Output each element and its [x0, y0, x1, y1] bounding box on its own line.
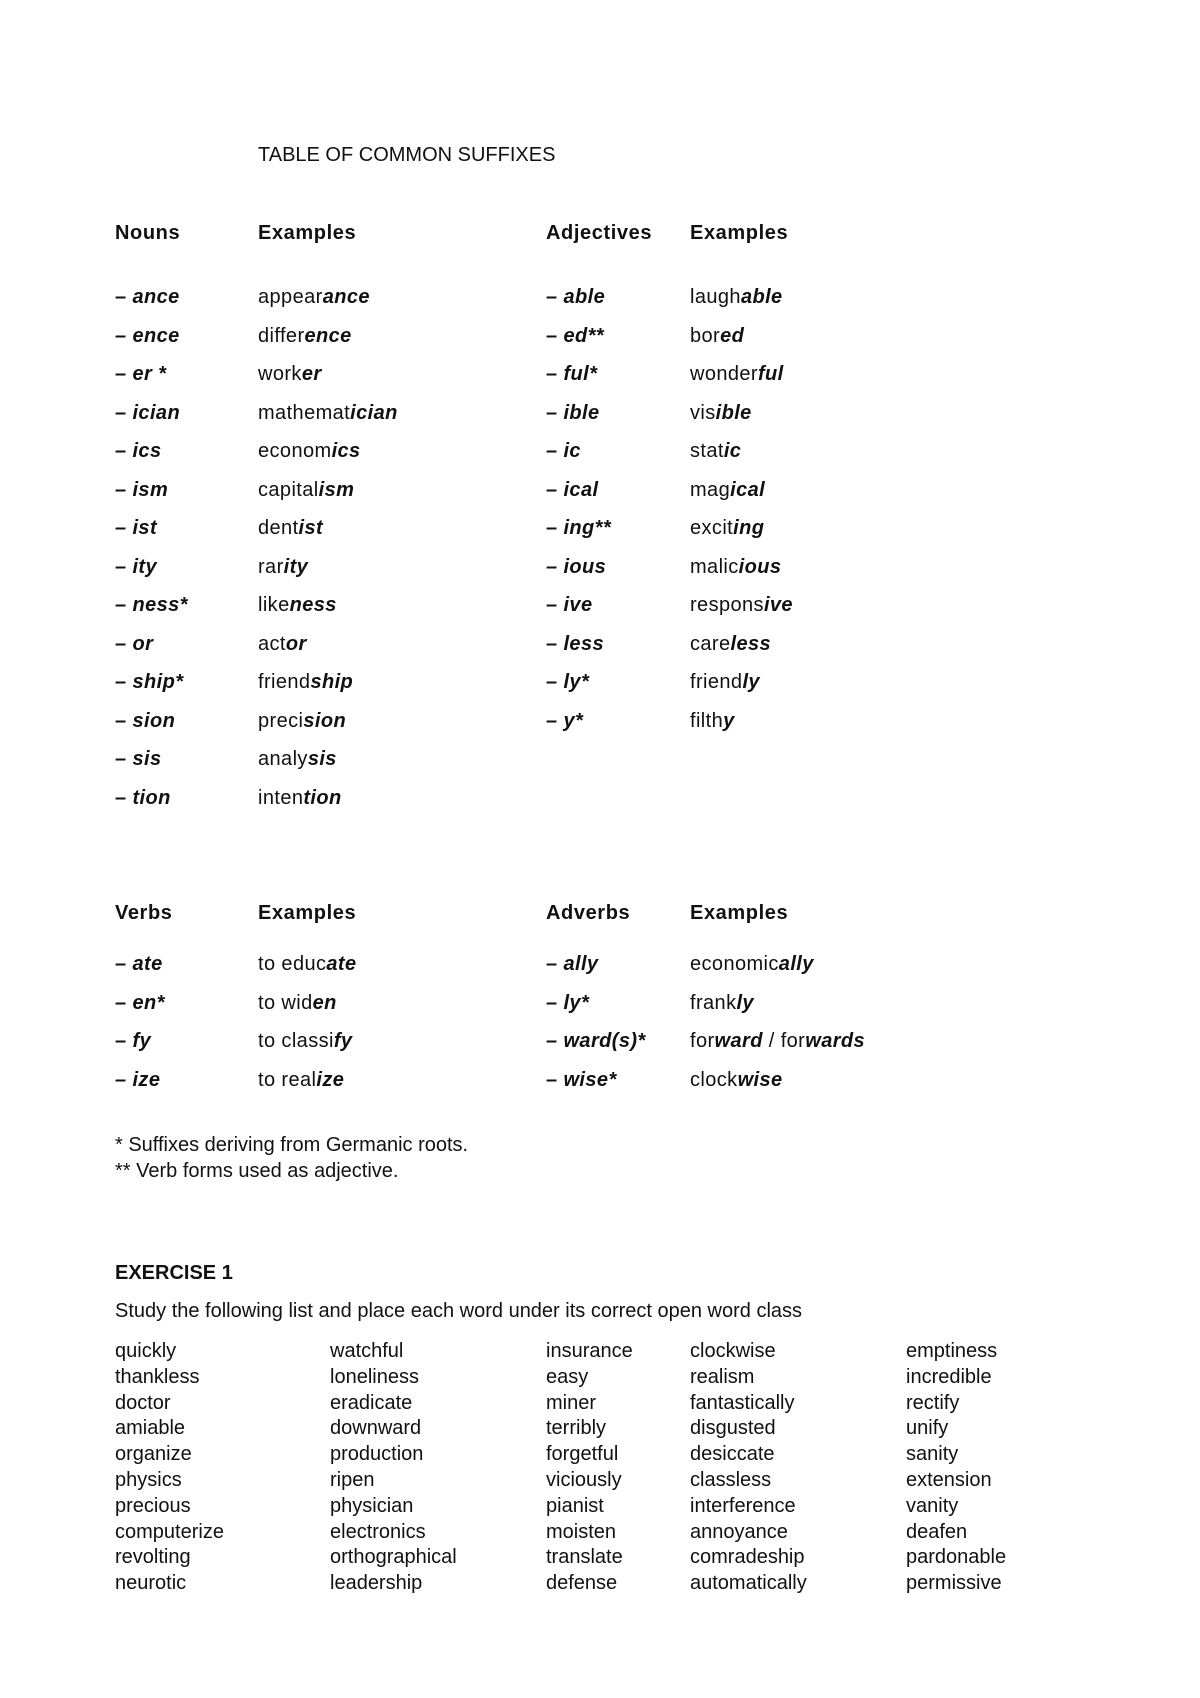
example-stem: work	[258, 363, 302, 385]
example-stem: frank	[690, 991, 737, 1014]
example-suffix: ician	[350, 401, 398, 424]
exercise-word: annoyance	[690, 1520, 788, 1543]
adjectives-example	[690, 363, 784, 386]
verbs-suffix: – ize	[115, 1068, 161, 1091]
example-stem: capital	[258, 478, 319, 501]
example-suffix: ate	[326, 953, 357, 975]
example-suffix: wards	[805, 1030, 866, 1052]
exercise-word: permissive	[906, 1572, 1002, 1595]
exercise-word: loneliness	[330, 1365, 419, 1388]
exercise-word: forgetful	[546, 1443, 619, 1466]
nouns-suffix: – ics	[115, 440, 162, 462]
example-suffix: ize	[316, 1068, 345, 1091]
adverbs-example	[690, 953, 814, 976]
exercise-word: moisten	[546, 1520, 617, 1543]
example-suffix: ly	[736, 991, 754, 1014]
adjectives-suffix: – ive	[546, 594, 593, 616]
exercise-word: leadership	[330, 1572, 423, 1595]
exercise-instruction: Study the following list and place each word under its correct open word class	[115, 1300, 803, 1322]
exercise-word: easy	[546, 1365, 589, 1388]
nouns-example	[258, 787, 342, 810]
exercise-word: miner	[546, 1391, 597, 1414]
example-suffix: ship	[310, 671, 354, 693]
exercise-word: incredible	[906, 1365, 992, 1388]
nouns-suffix: – tion	[115, 786, 171, 809]
nouns-suffix: – ician	[115, 401, 181, 424]
example-suffix: ity	[283, 555, 309, 578]
adjectives-examples-header: Examples	[690, 222, 789, 244]
example-stem: friend	[690, 671, 743, 693]
example-suffix: ism	[318, 478, 355, 501]
exercise-word: extension	[906, 1469, 992, 1491]
adjectives-suffix: – ible	[546, 401, 600, 424]
exercise-word: orthographical	[330, 1546, 457, 1569]
verbs-example	[258, 953, 357, 976]
exercise-word: viciously	[546, 1469, 622, 1491]
example-suffix: less	[730, 632, 772, 655]
example-stem: inten	[258, 786, 304, 809]
example-stem: mathemat	[258, 401, 351, 424]
exercise-word: unify	[906, 1417, 949, 1440]
example-suffix: ic	[723, 440, 742, 462]
example-suffix: ally	[778, 953, 814, 975]
example-stem: econom	[258, 440, 332, 462]
adjectives-example	[690, 440, 741, 463]
example-stem: to educ	[258, 953, 327, 975]
adjectives-example	[690, 556, 781, 579]
exercise-word: terribly	[546, 1417, 607, 1440]
example-suffix: ward	[714, 1030, 763, 1052]
example-suffix: ly	[742, 671, 760, 693]
verbs-example	[258, 992, 337, 1015]
footnote-verb-forms: ** Verb forms used as adjective.	[115, 1160, 399, 1182]
exercise-word: downward	[330, 1417, 422, 1440]
adjectives-suffix: – less	[546, 632, 605, 655]
adjectives-suffix: – ly*	[546, 671, 590, 693]
exercise-word: eradicate	[330, 1391, 413, 1414]
nouns-suffix: – er *	[115, 363, 167, 385]
nouns-suffix: – ence	[115, 324, 180, 347]
example-stem: bor	[690, 324, 721, 347]
adjectives-suffix: – ical	[546, 478, 599, 501]
exercise-word: precious	[115, 1494, 191, 1517]
verbs-suffix: – fy	[115, 1030, 152, 1052]
exercise-word: ripen	[330, 1469, 375, 1491]
exercise-word: electronics	[330, 1520, 426, 1543]
exercise-word: interference	[690, 1494, 796, 1517]
example-stem: laugh	[690, 286, 741, 308]
adjectives-suffix: – ful*	[546, 363, 598, 385]
example-suffix: ence	[304, 324, 352, 347]
adverbs-header: Adverbs	[546, 902, 631, 924]
document-title: TABLE OF COMMON SUFFIXES	[258, 144, 556, 166]
exercise-word: pianist	[546, 1494, 604, 1517]
exercise-word: quickly	[115, 1340, 177, 1362]
exercise-word: physician	[330, 1494, 414, 1517]
nouns-suffix: – ance	[115, 286, 180, 308]
adjectives-suffix: – ed**	[546, 324, 604, 347]
example-stem: act	[258, 632, 286, 655]
nouns-example	[258, 479, 354, 502]
adjectives-suffix: – ing**	[546, 517, 612, 539]
adjectives-suffix: – able	[546, 286, 606, 308]
exercise-word: defense	[546, 1572, 618, 1595]
exercise-word: emptiness	[906, 1340, 998, 1362]
exercise-word: automatically	[690, 1572, 807, 1595]
adverbs-examples-header: Examples	[690, 902, 789, 924]
adjectives-example	[690, 710, 735, 733]
example-suffix: ing	[733, 517, 765, 539]
adverbs-suffix: – wise*	[546, 1068, 617, 1091]
example-stem: analy	[258, 748, 308, 770]
verbs-example	[258, 1069, 344, 1092]
adjectives-example	[690, 286, 783, 309]
example-stem: / for	[762, 1030, 806, 1052]
nouns-example	[258, 325, 352, 348]
adverbs-example	[690, 992, 754, 1015]
adjectives-suffix: – ic	[546, 440, 581, 462]
nouns-example	[258, 748, 337, 771]
example-stem: friend	[258, 671, 311, 693]
example-suffix: ious	[738, 555, 782, 578]
example-stem: filth	[690, 709, 724, 732]
adverbs-suffix: – ward(s)*	[546, 1030, 646, 1052]
nouns-example	[258, 440, 361, 463]
nouns-example	[258, 710, 346, 733]
verbs-header: Verbs	[115, 902, 173, 924]
example-stem: to wid	[258, 991, 313, 1014]
example-suffix: or	[285, 632, 307, 655]
example-suffix: ful	[758, 363, 784, 385]
exercise-word: clockwise	[690, 1340, 776, 1362]
example-suffix: fy	[333, 1030, 353, 1052]
exercise-word: watchful	[330, 1340, 404, 1362]
adjectives-example	[690, 594, 793, 617]
nouns-suffix: – ism	[115, 478, 169, 501]
adverbs-example	[690, 1030, 865, 1053]
example-suffix: ness	[289, 594, 337, 616]
example-suffix: tion	[303, 786, 342, 809]
nouns-example	[258, 402, 398, 425]
adjectives-suffix: – ious	[546, 555, 607, 578]
exercise-word: deafen	[906, 1520, 968, 1543]
example-suffix: ist	[298, 517, 324, 539]
nouns-suffix: – ship*	[115, 671, 184, 693]
exercise-word: thankless	[115, 1365, 200, 1388]
example-suffix: ics	[331, 440, 361, 462]
exercise-word: insurance	[546, 1340, 633, 1362]
example-stem: clock	[690, 1068, 738, 1091]
example-suffix: y	[723, 709, 735, 732]
example-suffix: ical	[730, 478, 766, 501]
adjectives-example	[690, 402, 752, 425]
exercise-word: neurotic	[115, 1572, 187, 1595]
example-stem: care	[690, 632, 731, 655]
nouns-example	[258, 556, 308, 579]
example-suffix: ed	[720, 324, 745, 347]
exercise-word: organize	[115, 1443, 192, 1466]
adverbs-suffix: – ly*	[546, 991, 590, 1014]
nouns-suffix: – ist	[115, 517, 158, 539]
adverbs-suffix: – ally	[546, 953, 599, 975]
example-stem: preci	[258, 709, 304, 732]
example-stem: respons	[690, 594, 764, 616]
exercise-word: disgusted	[690, 1417, 776, 1440]
nouns-suffix: – sis	[115, 748, 162, 770]
example-stem: rar	[258, 555, 284, 578]
example-stem: wonder	[690, 363, 758, 385]
exercise-word: vanity	[906, 1494, 959, 1517]
exercise-word: comradeship	[690, 1546, 805, 1569]
example-suffix: wise	[737, 1068, 783, 1091]
nouns-example	[258, 633, 307, 656]
adjectives-example	[690, 633, 771, 656]
footnote-germanic: * Suffixes deriving from Germanic roots.	[115, 1134, 469, 1156]
exercise-word: rectify	[906, 1391, 960, 1414]
example-stem: mag	[690, 478, 731, 501]
exercise-title: EXERCISE 1	[115, 1262, 233, 1284]
nouns-suffix: – or	[115, 632, 154, 655]
exercise-word: realism	[690, 1365, 755, 1388]
nouns-example	[258, 594, 337, 617]
exercise-word: computerize	[115, 1520, 224, 1543]
adjectives-example	[690, 671, 760, 694]
verbs-suffix: – en*	[115, 991, 165, 1014]
verbs-example	[258, 1030, 352, 1053]
verbs-examples-header: Examples	[258, 902, 357, 924]
example-stem: differ	[258, 324, 305, 347]
example-stem: to real	[258, 1068, 317, 1091]
example-stem: excit	[690, 517, 734, 539]
adjectives-header: Adjectives	[546, 222, 653, 244]
nouns-example	[258, 363, 322, 386]
example-stem: to classi	[258, 1030, 334, 1052]
example-suffix: ance	[322, 286, 370, 308]
exercise-word: fantastically	[690, 1391, 795, 1414]
verbs-suffix: – ate	[115, 953, 163, 975]
adjectives-example	[690, 325, 744, 348]
example-suffix: er	[301, 363, 322, 385]
exercise-word: production	[330, 1443, 424, 1466]
example-stem: economic	[690, 953, 779, 975]
nouns-suffix: – ity	[115, 555, 158, 578]
example-stem: like	[258, 594, 290, 616]
nouns-header: Nouns	[115, 222, 181, 244]
adjectives-example	[690, 479, 765, 502]
exercise-word: doctor	[115, 1391, 171, 1414]
example-stem: for	[690, 1030, 715, 1052]
exercise-word: classless	[690, 1469, 772, 1491]
exercise-word: revolting	[115, 1546, 191, 1569]
example-stem: stat	[690, 440, 724, 462]
exercise-word: pardonable	[906, 1546, 1007, 1569]
adjectives-example	[690, 517, 764, 540]
example-suffix: en	[312, 991, 337, 1014]
exercise-word: desiccate	[690, 1443, 775, 1466]
adverbs-example	[690, 1069, 783, 1092]
exercise-word: physics	[115, 1469, 182, 1491]
nouns-example	[258, 286, 370, 309]
nouns-example	[258, 517, 323, 540]
exercise-word: translate	[546, 1546, 623, 1569]
example-suffix: sion	[303, 709, 347, 732]
example-suffix: ible	[715, 401, 752, 424]
example-suffix: able	[740, 286, 783, 308]
example-stem: appear	[258, 286, 323, 308]
exercise-word: amiable	[115, 1417, 186, 1440]
exercise-word: sanity	[906, 1443, 959, 1466]
example-stem: vis	[690, 401, 716, 424]
nouns-example	[258, 671, 353, 694]
adjectives-suffix: – y*	[546, 709, 584, 732]
nouns-suffix: – sion	[115, 709, 176, 732]
nouns-examples-header: Examples	[258, 222, 357, 244]
example-stem: dent	[258, 517, 299, 539]
nouns-suffix: – ness*	[115, 594, 188, 616]
example-suffix: sis	[307, 748, 337, 770]
example-suffix: ive	[763, 594, 793, 616]
example-stem: malic	[690, 555, 739, 578]
